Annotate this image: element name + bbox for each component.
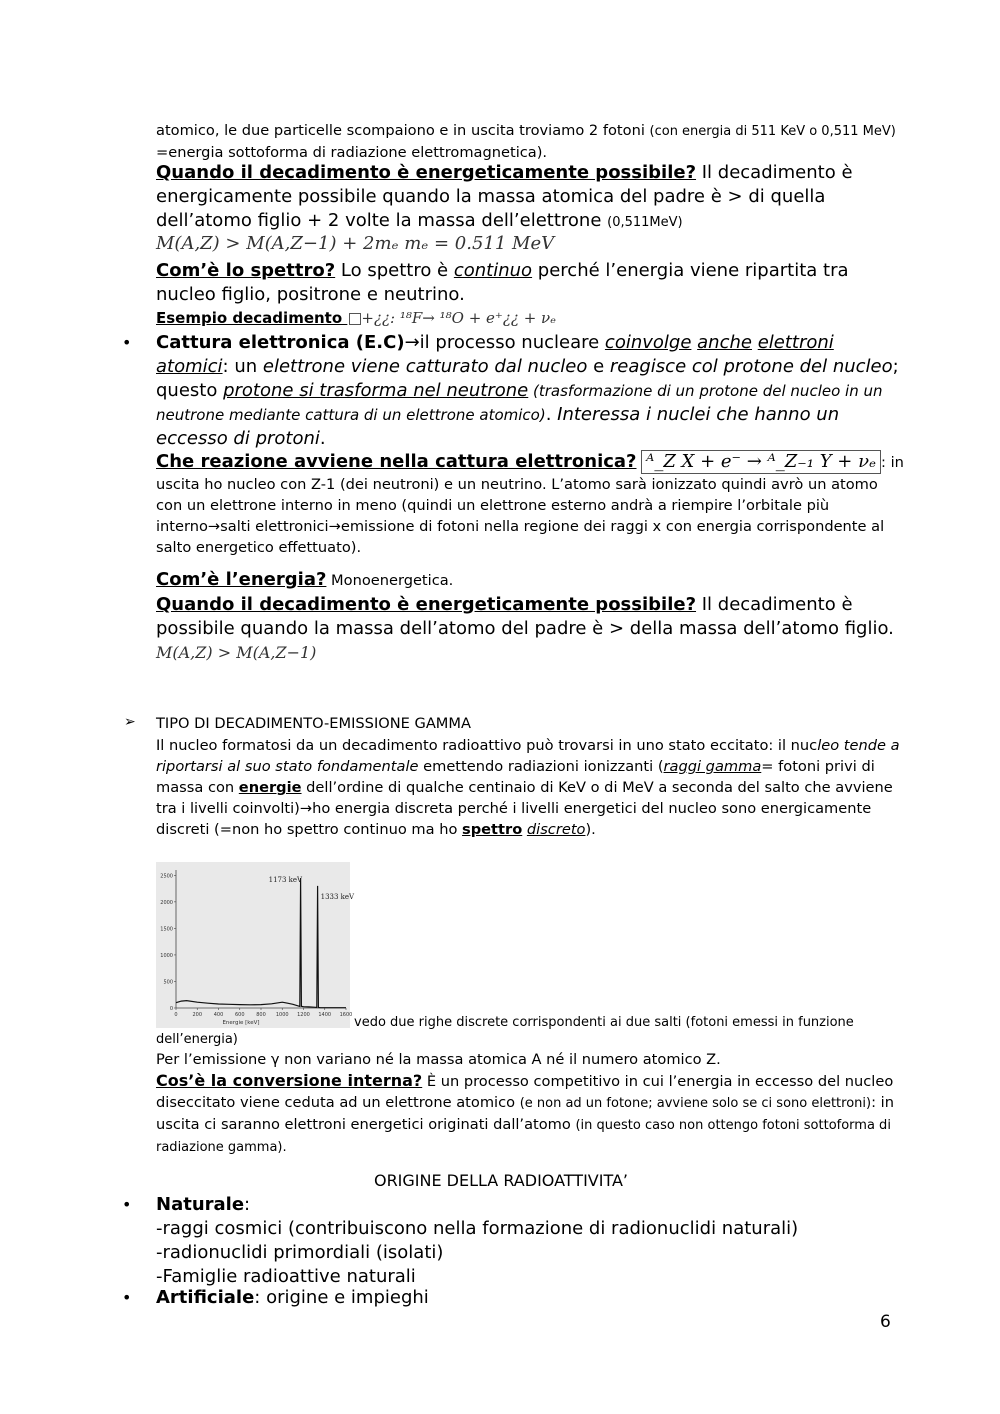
y-tick-label: 1500 xyxy=(160,926,173,933)
paragraph-gamma-mass: Per l’emissione γ non variano né la massa atomica A né il numero atomico Z. xyxy=(156,1051,721,1068)
formula-positron-condition: M(A,Z) > M(A,Z−1) + 2mₑ mₑ = 0.511 MeV xyxy=(156,233,555,254)
y-tick-label: 500 xyxy=(163,979,173,986)
question-heading: Com’è lo spettro? xyxy=(156,260,336,281)
x-tick-label: 600 xyxy=(234,1012,245,1018)
x-tick-label: 1000 xyxy=(275,1012,289,1018)
section-heading-gamma: TIPO DI DECADIMENTO-EMISSIONE GAMMA xyxy=(156,715,471,732)
x-tick-label: 800 xyxy=(256,1012,266,1018)
peak-label-1173: 1173 keV xyxy=(268,875,303,884)
paragraph-annihilation: atomico, le due particelle scompaiono e in uscita troviamo 2 fotoni (con energia di 511 KeV o 0,511 MeV) =energia sottoforma di radiazione elettromagnetica). xyxy=(156,122,896,161)
list-natural: Naturale: -raggi cosmici (contribuiscono nella formazione di radionuclidi naturali) -radionuclidi primordiali (isolati) -Famiglie radioattive naturali xyxy=(156,1193,906,1289)
question-heading: Cos’è la conversione interna? xyxy=(156,1071,423,1090)
x-tick-label: 400 xyxy=(213,1012,224,1018)
paragraph-electron-capture: Cattura elettronica (E.C)→il processo nucleare coinvolge anche elettroni atomici: un elettrone viene catturato dal nucleo e reagisce col protone del nucleo; questo protone si trasforma nel neutrone (trasformazione di un protone del nucleo in un neutrone mediante cattura di un elettrone atomico). Interessa i nuclei che hanno un eccesso di protoni. xyxy=(156,332,899,449)
paragraph-gamma: Il nucleo formatosi da un decadimento radioattivo può trovarsi in uno stato eccitato: il nucleo tende a riportarsi al suo stato fondamentale emettendo radiazioni ionizzanti (raggi gamma= fotoni privi di massa con energie dell’ordine di qualche centinaio di KeV o di MeV a seconda del salto che avviene tra i livelli coinvolti)→ho energia discreta perché i livelli energetici del nucleo sono energicamente discreti (=non ho spettro continuo ma ho spettro discreto). xyxy=(156,737,900,838)
question-heading: Quando il decadimento è energeticamente possibile? xyxy=(156,162,697,183)
y-tick-label: 2000 xyxy=(160,899,173,906)
paragraph-energetic-possibility-2: Quando il decadimento è energeticamente possibile? Il decadimento è possibile quando la massa dell’atomo del padre è > della massa dell’atomo figlio. M(A,Z) > M(A,Z−1) xyxy=(156,594,894,662)
paragraph-reaction: Che reazione avviene nella cattura elettronica? ᴬ_Z X + e⁻ → ᴬ_Z₋₁ Y + νₑ : in uscita ho nucleo con Z-1 (dei neutroni) e un neutrino. L’atomo sarà ionizzato quindi avrò un atomo con un elettrone interno in meno (quindi un elettrone esterno andrà a riempire l’orbitale più interno→salti elettronici→emissione di fotoni nella regione dei raggi x con energia corrispondente al salto energetico effettuato). xyxy=(156,451,904,556)
paragraph-energy: Com’è l’energia? Monoenergetica. xyxy=(156,569,454,590)
example-decay: Esempio decadimento +¿¿: ¹⁸F→ ¹⁸O + e⁺¿¿ + νₑ xyxy=(156,309,556,327)
x-tick-label: 1200 xyxy=(297,1012,310,1018)
placeholder-box-icon xyxy=(349,313,361,325)
y-tick-label: 2500 xyxy=(160,873,173,880)
chart-caption: vedo due righe discrete corrispondenti ai due salti (fotoni emessi in funzione dell’energia) xyxy=(156,1015,854,1047)
list-item: -Famiglie radioattive naturali xyxy=(156,1266,416,1287)
bullet-icon: • xyxy=(122,1195,132,1214)
question-heading: Che reazione avviene nella cattura elettronica? xyxy=(156,451,637,472)
formula-ec-condition: M(A,Z) > M(A,Z−1) xyxy=(156,643,317,662)
question-heading: Quando il decadimento è energeticamente possibile? xyxy=(156,594,697,615)
bullet-icon: • xyxy=(122,1288,132,1307)
chart-background xyxy=(156,862,350,1028)
paragraph-internal-conversion: Cos’è la conversione interna? È un processo competitivo in cui l’energia in eccesso del nucleo diseccitato viene ceduta ad un elettrone atomico (e non ad un fotone; avviene solo se ci sono elettroni): in uscita ci saranno elettroni energetici originati dall’atomo (in questo caso non ottengo fotoni sottoforma di radiazione gamma). xyxy=(156,1071,894,1155)
section-title-origin: ORIGINE DELLA RADIOATTIVITA’ xyxy=(373,1171,629,1190)
x-axis-label: Energie [keV] xyxy=(222,1020,260,1026)
list-item: -radionuclidi primordiali (isolati) xyxy=(156,1242,444,1263)
x-tick-label: 1400 xyxy=(318,1012,332,1018)
x-tick-label: 1600 xyxy=(339,1012,353,1018)
x-tick-label: 200 xyxy=(192,1012,203,1018)
paragraph-spectrum: Com’è lo spettro? Lo spettro è continuo perché l’energia viene ripartita tra nucleo figlio, positrone e neutrino. xyxy=(156,260,849,305)
y-tick-label: 1000 xyxy=(160,952,173,959)
x-tick-label: 0 xyxy=(174,1012,178,1018)
peak-label-1333: 1333 keV xyxy=(320,893,355,902)
list-item: -raggi cosmici (contribuiscono nella formazione di radionuclidi naturali) xyxy=(156,1218,799,1239)
y-tick-label: 0 xyxy=(169,1006,173,1012)
gamma-spectrum-chart xyxy=(156,862,355,1028)
formula-electron-capture: ᴬ_Z X + e⁻ → ᴬ_Z₋₁ Y + νₑ xyxy=(641,450,881,474)
list-artificial: Artificiale: origine e impieghi xyxy=(156,1287,429,1308)
paragraph-energetic-possibility-1: Quando il decadimento è energeticamente possibile? Il decadimento è energicamente possibile quando la massa atomica del padre è > di quella dell’atomo figlio + 2 volte la massa dell’elettrone (0,511MeV) xyxy=(156,162,853,231)
bullet-icon: • xyxy=(122,333,132,352)
arrow-bullet-icon: ➢ xyxy=(124,714,136,730)
page-number: 6 xyxy=(880,1312,891,1332)
question-heading: Com’è l’energia? xyxy=(156,569,327,590)
